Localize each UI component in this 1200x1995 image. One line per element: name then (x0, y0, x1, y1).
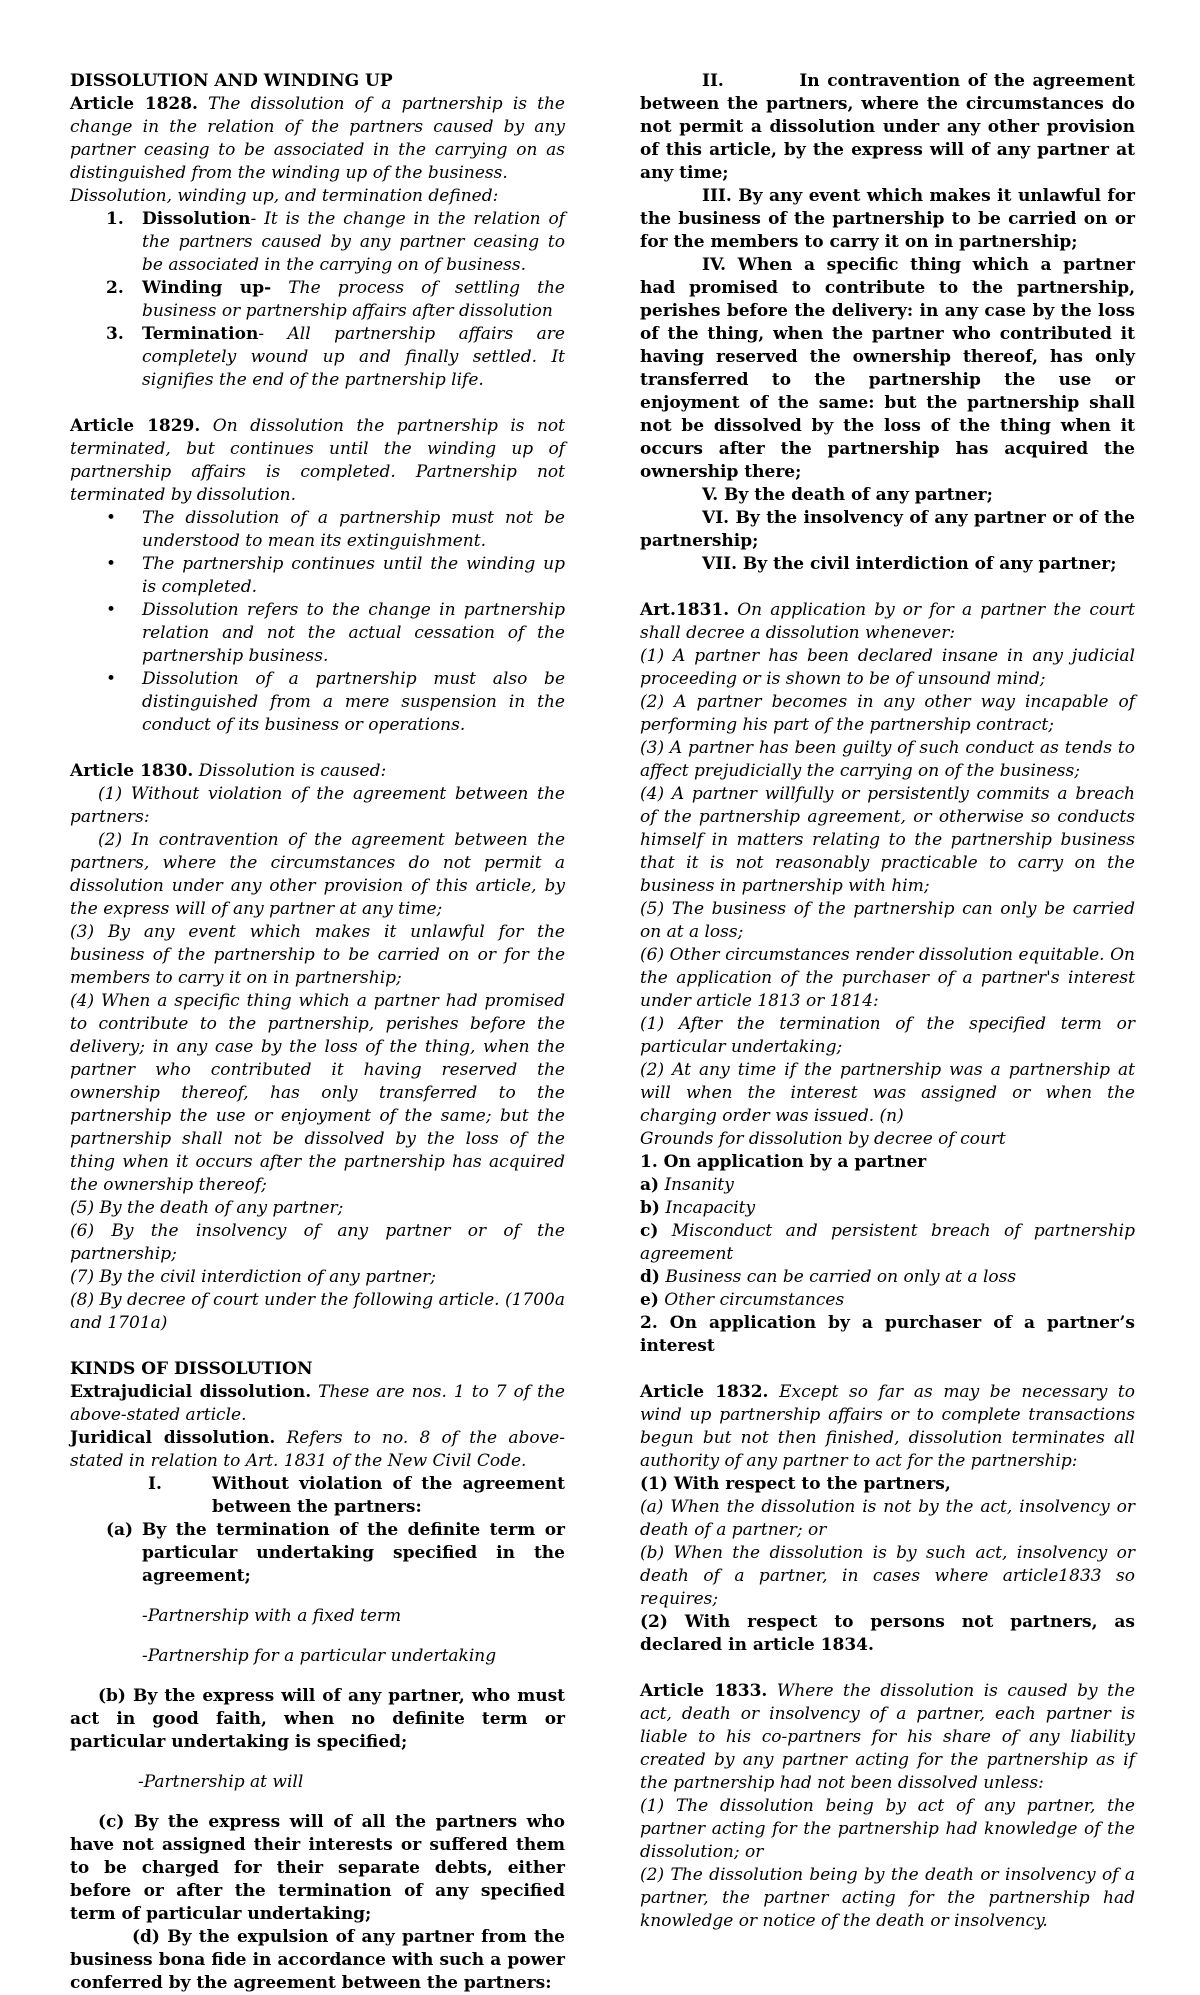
extrajudicial-dissolution: Extrajudicial dissolution. These are nos. 1 to 7 of the above-stated article. (70, 1382, 565, 1425)
article-1831-item: (2) A partner becomes in any other way incapable of performing his part of the partnership contract; (640, 692, 1135, 735)
roman-item-V: V. By the death of any partner; (702, 485, 993, 505)
article-1830-item: (6) By the insolvency of any partner or of the partnership; (70, 1221, 565, 1264)
article-1831-item: (2) At any time if the partnership was a partnership at will when the interest was assigned or when the charging order was issued. (n) (640, 1060, 1135, 1126)
article-1831-item: (1) A partner has been declared insane in any judicial proceeding or is shown to be of unsound mind; (640, 646, 1135, 689)
grounds-intro: Grounds for dissolution by decree of court (640, 1129, 1006, 1149)
left-column (70, 70, 565, 1995)
definition-item: 1. Dissolution- It is the change in the relation of the partners caused by any partner ceasing to be associated in the carrying on of business. (106, 209, 565, 275)
article-1831-item: (4) A partner willfully or persistently commits a breach of the partnership agreement, or otherwise so conducts himself in matters relating to the partnership business that it is not reasonably practicable to carry on the business in partnership with him; (640, 784, 1135, 896)
article-1832: Article 1832. Except so far as may be necessary to wind up partnership affairs or to complete transactions begun but not then finished, dissolution terminates all authority of any partner to act for the partnership: (640, 1382, 1135, 1471)
bullet-item: • The partnership continues until the winding up is completed. (106, 554, 565, 597)
alpha-item-b: (b) By the express will of any partner, who must act in good faith, when no definite term or particular undertaking is specified; (70, 1686, 565, 1752)
bullet-list (70, 507, 565, 737)
article-1833: Article 1833. Where the dissolution is caused by the act, death or insolvency of a partner, each partner is liable to his co-partners for his share of any liability created by any partner acting for the partnership as if the partnership had not been dissolved unless: (640, 1681, 1136, 1793)
bullet-icon: • (106, 600, 117, 620)
roman-item-IV: IV. When a specific thing which a partner had promised to contribute to the partnership, perishes before the delivery: in any case by the loss of the thing, when the partner who contributed it having reserved the ownership thereof, has only transferred to the partnership the use or enjoyment of the same: but the partnership shall not be dissolved by the loss of the thing when it occurs after the partnership has acquired the ownership there; (640, 255, 1135, 482)
grounds-item: c) Misconduct and persistent breach of partnership agreement (640, 1221, 1135, 1264)
article-1830-item: (3) By any event which makes it unlawful for the business of the partnership to be carried on or for the members to carry it on in partnership; (70, 922, 565, 988)
grounds-item: a) Insanity (640, 1175, 734, 1195)
bullet-icon: • (106, 508, 117, 528)
bullet-icon: • (106, 669, 117, 689)
article-1833-item: (1) The dissolution being by act of any partner, the partner acting for the partnership had knowledge of the dissolution; or (640, 1796, 1135, 1862)
roman-item-II: II. In contravention of the agreement between the partners, where the circumstances do not permit a dissolution under any other provision of this article, by the express will of any partner at any time; (640, 71, 1135, 183)
section-heading-kinds: KINDS OF DISSOLUTION (70, 1359, 313, 1379)
roman-item-VI: VI. By the insolvency of any partner or of the partnership; (640, 508, 1135, 551)
article-1830-item: (4) When a specific thing which a partner had promised to contribute to the partnership, perishes before the delivery; in any case by the loss of the thing, when the partner who contributed it having reserved the ownership thereof, has only transferred to the partnership the use or enjoyment of the same; but the partnership shall not be dissolved by the loss of the thing when it occurs after the partnership has acquired the ownership thereof; (70, 991, 565, 1195)
article-text: The dissolution of a partnership is the change in the relation of the partners caused by any partner ceasing to be associated in the carrying on as distinguished from the winding up of the business. (70, 94, 565, 183)
article-1830-item: (8) By decree of court under the following article. (1700a and 1701a) (70, 1290, 565, 1333)
article-1830-item: (1) Without violation of the agreement between the partners: (70, 784, 565, 827)
bullet-icon: • (106, 554, 117, 574)
roman-item-I: I. Without violation of the agreement between the partners: (148, 1474, 565, 1517)
grounds-item: b) Incapacity (640, 1198, 756, 1218)
article-1830-item: (2) In contravention of the agreement between the partners, where the circumstances do not permit a dissolution under any other provision of this article, by the express will of any partner at any time; (70, 830, 565, 919)
bullet-item: • Dissolution of a partnership must also be distinguished from a mere suspension in the conduct of its business or operations. (106, 669, 565, 735)
sub-item: -Partnership with a fixed term (142, 1606, 402, 1626)
article-1830: Article 1830. Dissolution is caused: (70, 761, 387, 781)
grounds-heading-1: 1. On application by a partner (640, 1152, 927, 1172)
grounds-heading-2: 2. On application by a purchaser of a partner’s interest (640, 1313, 1135, 1356)
article-1831-item: (3) A partner has been guilty of such conduct as tends to affect prejudicially the carrying on of the business; (640, 738, 1135, 781)
article-1830-item: (7) By the civil interdiction of any partner; (70, 1267, 437, 1287)
right-column (640, 70, 1135, 1933)
sub-item: -Partnership at will (138, 1772, 304, 1792)
sub-item: -Partnership for a particular undertaking (142, 1646, 497, 1666)
bullet-item: • The dissolution of a partnership must not be understood to mean its extinguishment. (106, 508, 565, 551)
article-1831: Art.1831. On application by or for a partner the court shall decree a dissolution whenever: (640, 600, 1135, 643)
article-1831-item: (1) After the termination of the specified term or particular undertaking; (640, 1014, 1135, 1057)
article-1831-item: (5) The business of the partnership can only be carried on at a loss; (640, 899, 1135, 942)
alpha-item-a: (a) By the termination of the definite term or particular undertaking specified in the agreement; (106, 1520, 565, 1586)
definition-item: 3. Termination- All partnership affairs are completely wound up and finally settled. It signifies the end of the partnership life. (106, 324, 565, 390)
article-1832-heading: (2) With respect to persons not partners, as declared in article 1834. (640, 1612, 1135, 1655)
definitions-list (70, 208, 565, 392)
grounds-item: e) Other circumstances (640, 1290, 845, 1310)
bullet-item: • Dissolution refers to the change in partnership relation and not the actual cessation of the partnership business. (106, 600, 565, 666)
juridical-dissolution: Juridical dissolution. Refers to no. 8 of the above-stated in relation to Art. 1831 of the New Civil Code. (70, 1428, 565, 1471)
definitions-intro: Dissolution, winding up, and termination defined: (70, 186, 499, 206)
alpha-item-c: (c) By the express will of all the partners who have not assigned their interests or suffered them to be charged for their separate debts, either before or after the termination of any specified term of particular undertaking; (70, 1812, 565, 1924)
definition-item: 2. Winding up- The process of settling the business or partnership affairs after dissolution (106, 278, 565, 321)
roman-item-III: III. By any event which makes it unlawful for the business of the partnership to be carried on or for the members to carry it on in partnership; (640, 186, 1135, 252)
article-label: Article 1828. (70, 94, 198, 114)
article-1829: Article 1829. On dissolution the partnership is not terminated, but continues until the winding up of partnership affairs is completed. Partnership not terminated by dissolution. (70, 416, 565, 505)
roman-item-VII: VII. By the civil interdiction of any partner; (702, 554, 1117, 574)
article-1832-item: (b) When the dissolution is by such act, insolvency or death of a partner, in cases where article1833 so requires; (640, 1543, 1135, 1609)
article-1832-item: (a) When the dissolution is not by the act, insolvency or death of a partner; or (640, 1497, 1135, 1540)
alpha-item-d: (d) By the expulsion of any partner from the business bona fide in accordance with such a power conferred by the agreement between the partners: (70, 1927, 565, 1993)
article-1832-heading: (1) With respect to the partners, (640, 1474, 951, 1494)
section-heading-dissolution: DISSOLUTION AND WINDING UP (70, 71, 393, 91)
article-1828 (70, 93, 565, 185)
article-1831-item: (6) Other circumstances render dissolution equitable. On the application of the purchaser of a partner's interest under article 1813 or 1814: (640, 945, 1135, 1011)
article-1830-item: (5) By the death of any partner; (70, 1198, 344, 1218)
grounds-item: d) Business can be carried on only at a loss (640, 1267, 1017, 1287)
article-1833-item: (2) The dissolution being by the death or insolvency of a partner, the partner acting for the partnership had knowledge or notice of the death or insolvency. (640, 1865, 1135, 1931)
